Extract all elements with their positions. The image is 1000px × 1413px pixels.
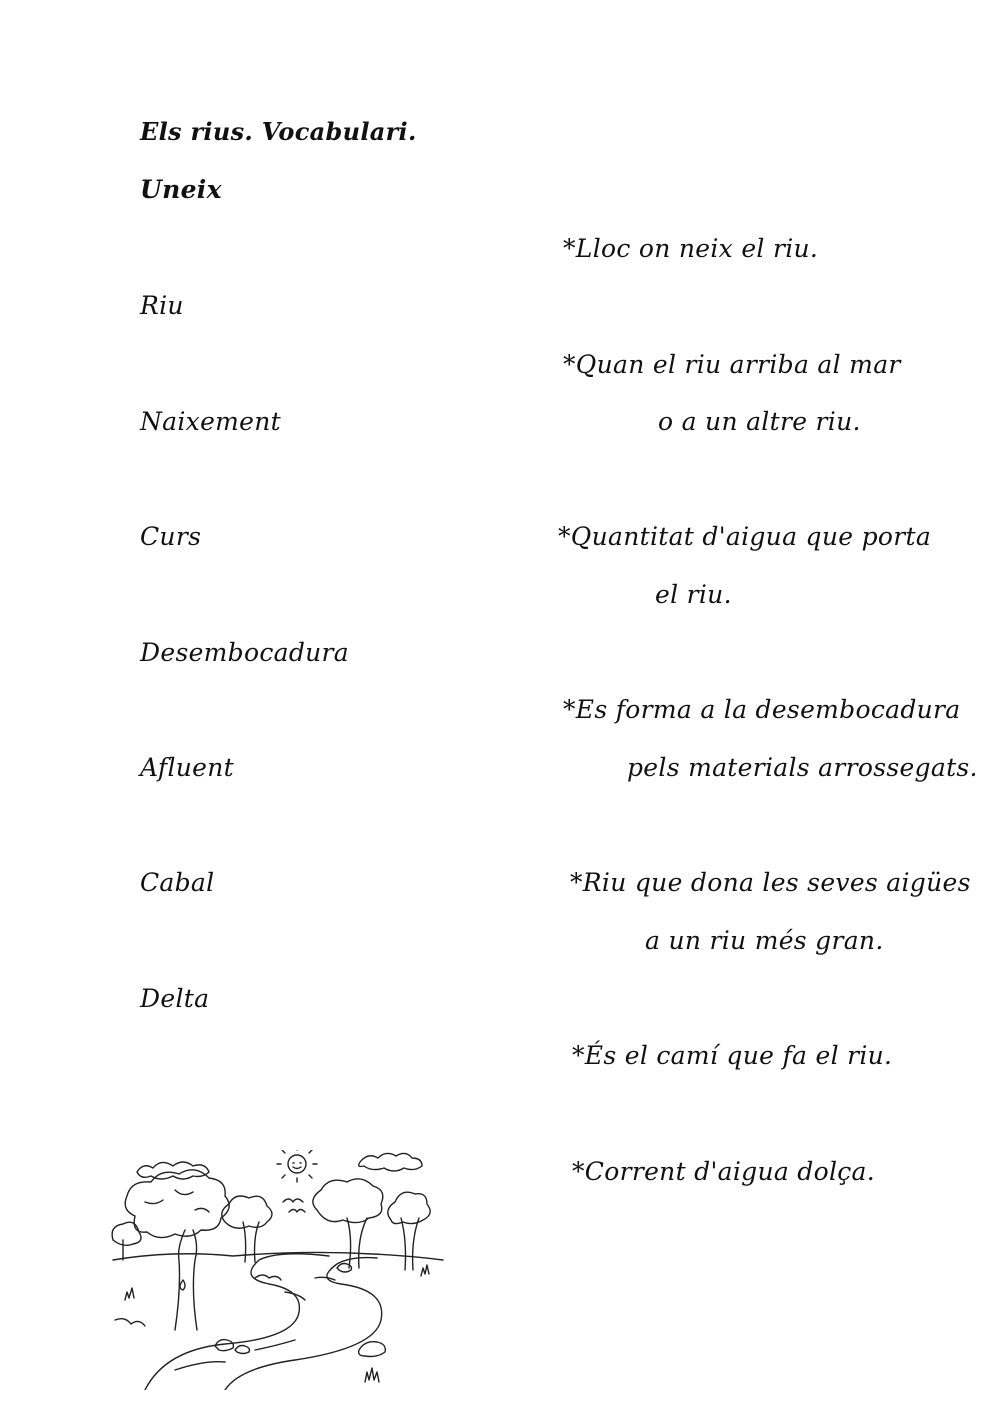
- instruction-label: Uneix: [140, 175, 222, 204]
- definition-2-line-2: o a un altre riu.: [658, 407, 861, 436]
- tree-icon: [112, 1222, 141, 1260]
- rock-icon: [359, 1342, 386, 1357]
- grass-icon: [125, 1265, 429, 1382]
- definition-4-line-1[interactable]: *Es forma a la desembocadura: [563, 695, 961, 724]
- definition-1-line-1[interactable]: *Lloc on neix el riu.: [563, 234, 819, 263]
- definition-3-line-2: el riu.: [655, 580, 732, 609]
- term-desembocadura[interactable]: Desembocadura: [140, 638, 349, 667]
- definition-4-line-2: pels materials arrossegats.: [627, 753, 978, 782]
- bird-icon: [283, 1199, 305, 1212]
- river-landscape-icon: [105, 1150, 450, 1390]
- definition-5-line-1[interactable]: *Riu que dona les seves aigües: [570, 868, 971, 897]
- sun-icon: [277, 1150, 317, 1182]
- term-afluent[interactable]: Afluent: [140, 753, 235, 782]
- cloud-icon: [359, 1153, 422, 1171]
- worksheet-title: Els rius. Vocabulari.: [140, 117, 417, 146]
- term-delta[interactable]: Delta: [140, 984, 210, 1013]
- definition-6-line-1[interactable]: *És el camí que fa el riu.: [572, 1041, 893, 1070]
- tree-icon: [125, 1170, 229, 1330]
- definition-5-line-2: a un riu més gran.: [645, 926, 884, 955]
- definition-2-line-1[interactable]: *Quan el riu arriba al mar: [563, 350, 901, 379]
- term-cabal[interactable]: Cabal: [140, 868, 215, 897]
- definition-7-line-1[interactable]: *Corrent d'aigua dolça.: [572, 1157, 876, 1186]
- term-riu[interactable]: Riu: [140, 291, 184, 320]
- river-icon: [145, 1254, 382, 1390]
- definition-3-line-1[interactable]: *Quantitat d'aigua que porta: [558, 522, 932, 551]
- term-curs[interactable]: Curs: [140, 522, 202, 551]
- term-naixement[interactable]: Naixement: [140, 407, 282, 436]
